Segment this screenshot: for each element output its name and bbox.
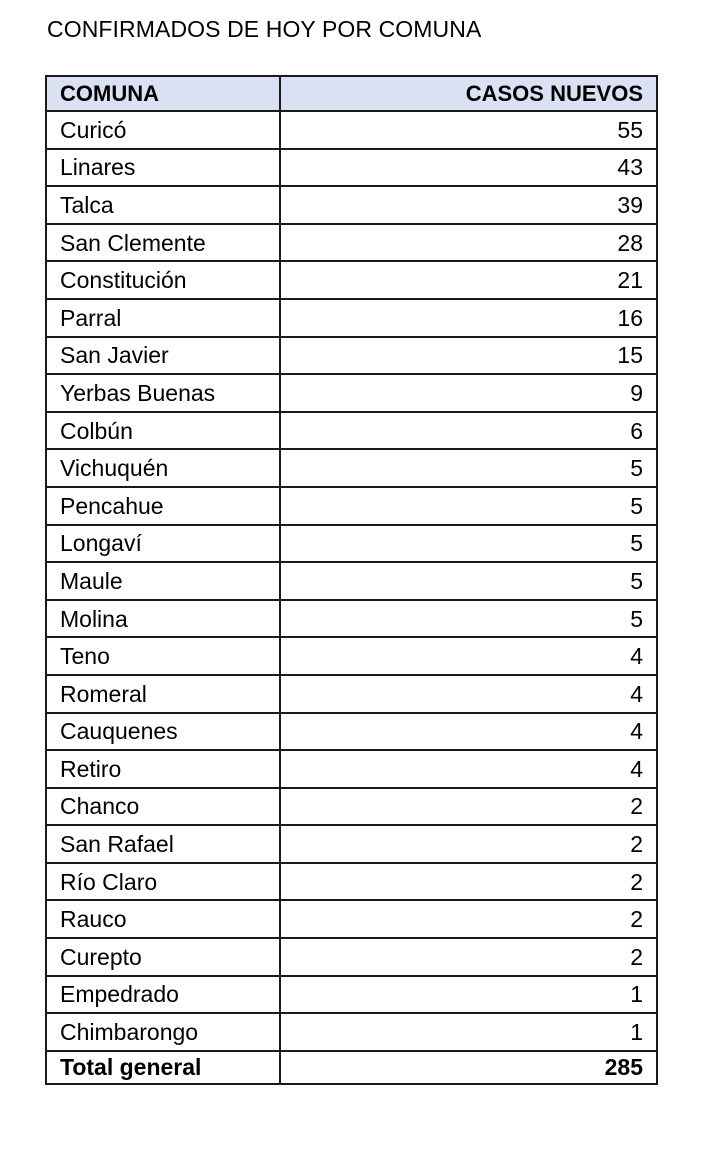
comuna-cell: Longaví	[46, 525, 280, 563]
comuna-cell: Curicó	[46, 111, 280, 149]
casos-cell: 2	[280, 938, 657, 976]
casos-cell: 55	[280, 111, 657, 149]
table-row	[46, 562, 657, 600]
table-header-row	[46, 76, 657, 111]
table-row	[46, 299, 657, 337]
table-row	[46, 412, 657, 450]
casos-cell: 2	[280, 788, 657, 826]
table-row	[46, 149, 657, 187]
table-row	[46, 900, 657, 938]
casos-cell: 1	[280, 1013, 657, 1051]
comuna-cell: Rauco	[46, 900, 280, 938]
comuna-cell: Vichuquén	[46, 449, 280, 487]
table-body	[46, 111, 657, 1051]
casos-cell: 28	[280, 224, 657, 262]
casos-cell: 16	[280, 299, 657, 337]
comuna-cell: Chanco	[46, 788, 280, 826]
table-row	[46, 788, 657, 826]
casos-cell: 2	[280, 825, 657, 863]
table-row	[46, 713, 657, 751]
table-row	[46, 374, 657, 412]
casos-cell: 4	[280, 637, 657, 675]
table-row	[46, 675, 657, 713]
table-row	[46, 261, 657, 299]
casos-cell: 9	[280, 374, 657, 412]
comuna-cell: San Rafael	[46, 825, 280, 863]
comuna-cell: Río Claro	[46, 863, 280, 901]
casos-cell: 39	[280, 186, 657, 224]
table-row	[46, 1013, 657, 1051]
comuna-cell: Parral	[46, 299, 280, 337]
comuna-cell: Constitución	[46, 261, 280, 299]
column-header-casos-nuevos: CASOS NUEVOS	[280, 76, 657, 111]
table-row	[46, 487, 657, 525]
page-title: CONFIRMADOS DE HOY POR COMUNA	[47, 16, 482, 42]
total-value: 285	[280, 1051, 657, 1084]
comuna-cell: Retiro	[46, 750, 280, 788]
table-row	[46, 186, 657, 224]
table-row	[46, 600, 657, 638]
comuna-cell: Yerbas Buenas	[46, 374, 280, 412]
comuna-cell: Colbún	[46, 412, 280, 450]
casos-cell: 2	[280, 900, 657, 938]
column-header-comuna: COMUNA	[46, 76, 280, 111]
comuna-cell: San Clemente	[46, 224, 280, 262]
comuna-cell: Chimbarongo	[46, 1013, 280, 1051]
comuna-cell: San Javier	[46, 337, 280, 375]
table-row	[46, 224, 657, 262]
casos-cell: 43	[280, 149, 657, 187]
comuna-cell: Teno	[46, 637, 280, 675]
comuna-cell: Empedrado	[46, 976, 280, 1014]
casos-cell: 2	[280, 863, 657, 901]
total-label: Total general	[46, 1051, 280, 1084]
table-row	[46, 637, 657, 675]
comuna-cell: Maule	[46, 562, 280, 600]
casos-cell: 15	[280, 337, 657, 375]
comuna-cell: Talca	[46, 186, 280, 224]
comuna-cell: Molina	[46, 600, 280, 638]
cases-table	[45, 75, 658, 1085]
comuna-cell: Romeral	[46, 675, 280, 713]
total-row	[46, 1051, 657, 1084]
table-row	[46, 863, 657, 901]
casos-cell: 4	[280, 750, 657, 788]
table-row	[46, 449, 657, 487]
comuna-cell: Linares	[46, 149, 280, 187]
table-row	[46, 750, 657, 788]
table-row	[46, 111, 657, 149]
table-row	[46, 938, 657, 976]
casos-cell: 21	[280, 261, 657, 299]
table-row	[46, 825, 657, 863]
table-row	[46, 525, 657, 563]
casos-cell: 4	[280, 675, 657, 713]
comuna-cell: Curepto	[46, 938, 280, 976]
comuna-cell: Pencahue	[46, 487, 280, 525]
table-row	[46, 337, 657, 375]
casos-cell: 5	[280, 600, 657, 638]
casos-cell: 5	[280, 487, 657, 525]
table-row	[46, 976, 657, 1014]
casos-cell: 4	[280, 713, 657, 751]
casos-cell: 5	[280, 525, 657, 563]
casos-cell: 5	[280, 449, 657, 487]
casos-cell: 1	[280, 976, 657, 1014]
casos-cell: 6	[280, 412, 657, 450]
casos-cell: 5	[280, 562, 657, 600]
comuna-cell: Cauquenes	[46, 713, 280, 751]
